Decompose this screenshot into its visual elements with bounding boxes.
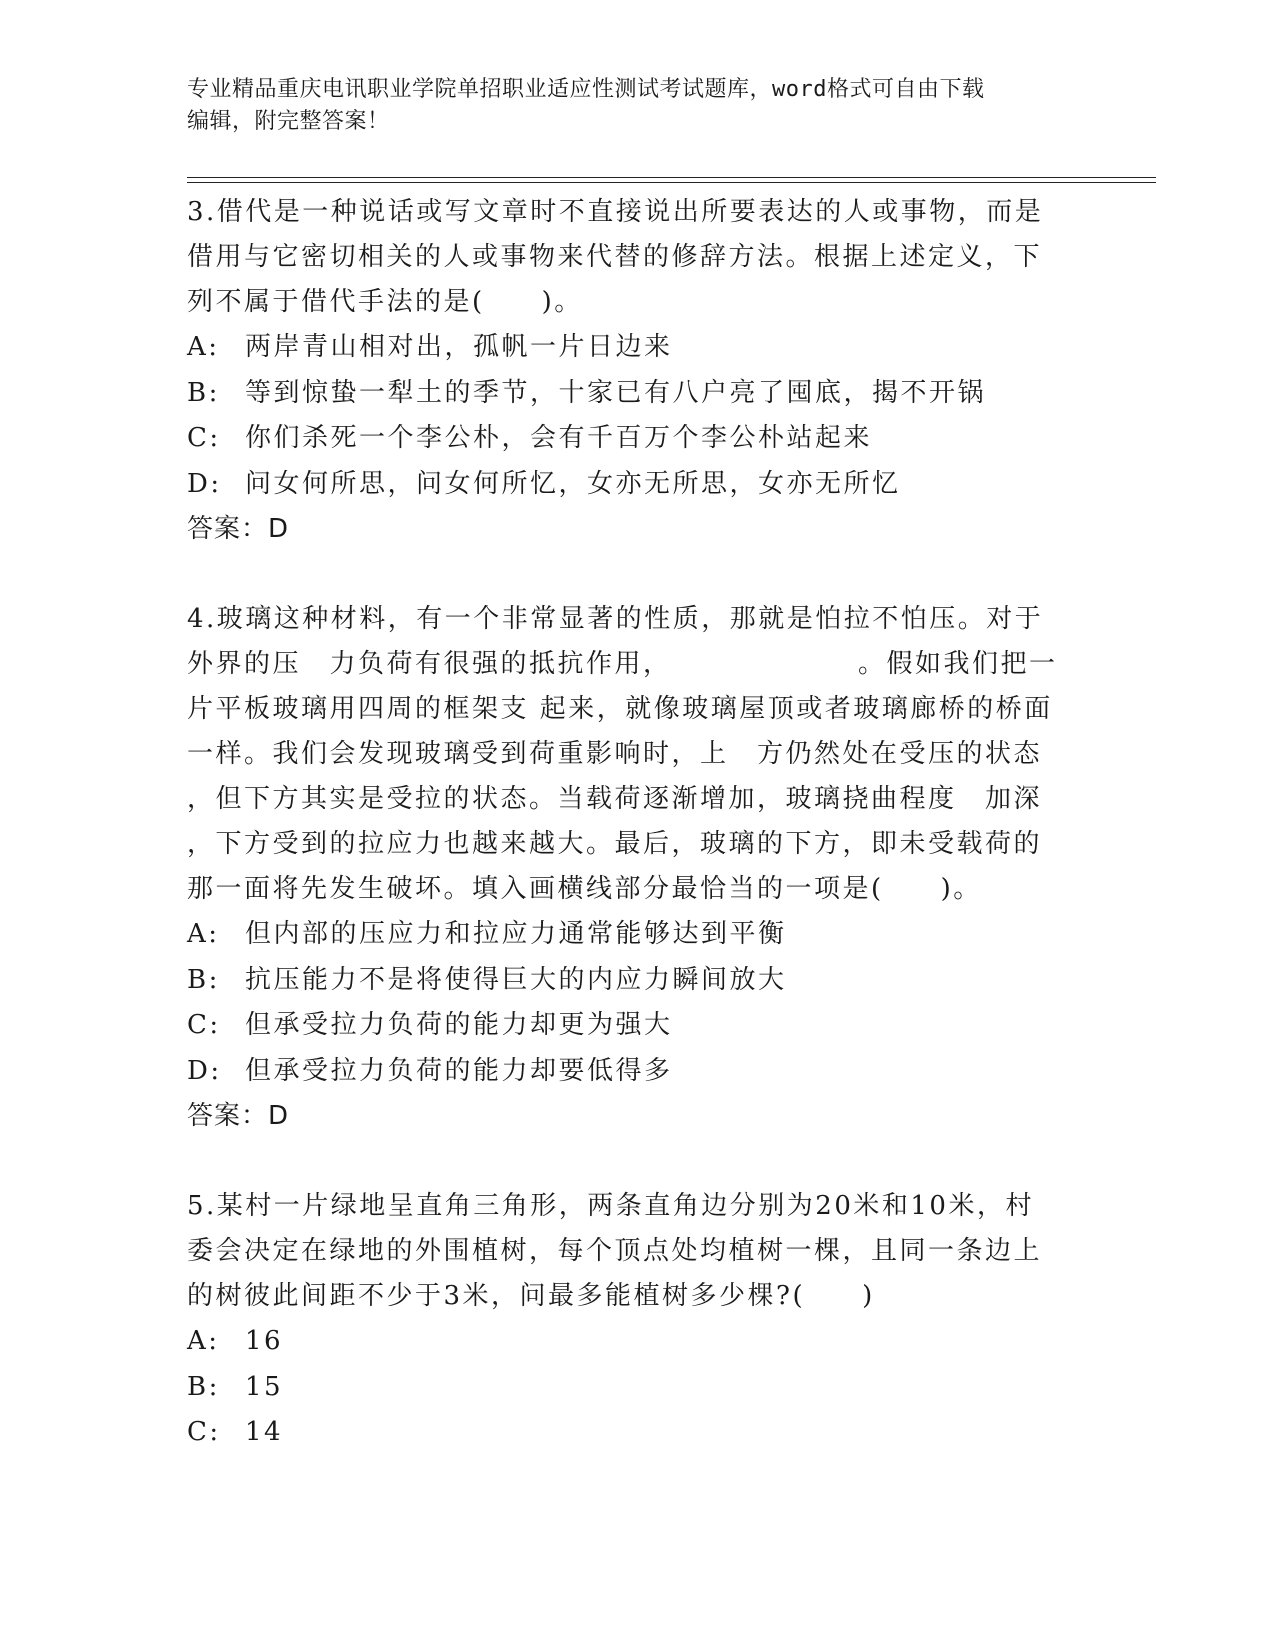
- question-stem: [187, 1184, 1087, 1319]
- option-c: [187, 1003, 1087, 1049]
- option-letter: B:: [187, 377, 220, 408]
- answer-line: 答案：D: [187, 1101, 290, 1131]
- option-d: [187, 1049, 1087, 1095]
- option-letter: D:: [187, 1055, 222, 1086]
- option-b: [187, 1365, 1087, 1411]
- option-letter: C:: [187, 423, 221, 453]
- stem-line: 一样。我们会发现玻璃受到荷重影响时，上 方仍然处在受压的状态: [187, 739, 1043, 769]
- option-text: 15: [245, 1371, 284, 1402]
- option-text: 16: [245, 1326, 284, 1356]
- stem-line: 借用与它密切相关的人或事物来代替的修辞方法。根据上述定义，下: [187, 242, 1043, 272]
- option-text: 但内部的压应力和拉应力通常能够达到平衡: [245, 919, 787, 949]
- stem-line: 4.玻璃这种材料，有一个非常显著的性质，那就是怕拉不怕压。对于: [187, 604, 1044, 634]
- stem-line: 5.某村一片绿地呈直角三角形，两条直角边分别为20米和10米，村: [187, 1191, 1034, 1221]
- option-d: [187, 462, 1087, 508]
- header-line-2: 编辑，附完整答案！: [187, 109, 390, 134]
- option-a: [187, 1319, 1087, 1365]
- stem-line: 列不属于借代手法的是( )。: [187, 287, 583, 317]
- stem-line: 外界的压 力负荷有很强的抵抗作用， 。假如我们把一: [187, 649, 1058, 679]
- question-5: [187, 1184, 1087, 1456]
- option-text: 两岸青山相对出，孤帆一片日边来: [245, 332, 673, 362]
- question-stem: [187, 597, 1087, 912]
- option-c: [187, 416, 1087, 462]
- stem-line: 那一面将先发生破坏。填入画横线部分最恰当的一项是( )。: [187, 874, 982, 904]
- option-a: [187, 325, 1087, 371]
- option-letter: C:: [187, 1010, 221, 1040]
- option-c: [187, 1410, 1087, 1456]
- option-text: 等到惊蛰一犁土的季节，十家已有八户亮了囤底，揭不开锅: [245, 377, 987, 408]
- question-list: [187, 190, 1087, 1456]
- option-letter: A:: [187, 1326, 220, 1356]
- option-b: [187, 958, 1087, 1004]
- option-letter: A:: [187, 919, 220, 949]
- option-text: 14: [245, 1417, 284, 1447]
- option-letter: B:: [187, 964, 220, 995]
- question-spacer: [187, 552, 1087, 597]
- document-header: [187, 74, 1077, 138]
- question-spacer: [187, 1139, 1087, 1184]
- header-line-1: 专业精品重庆电讯职业学院单招职业适应性测试考试题库，word格式可自由下载: [187, 77, 985, 102]
- option-b: [187, 371, 1087, 417]
- option-letter: C:: [187, 1417, 221, 1447]
- question-stem: [187, 190, 1087, 325]
- stem-line: ，但下方其实是受拉的状态。当载荷逐渐增加，玻璃挠曲程度 加深: [187, 784, 1043, 814]
- stem-line: ，下方受到的拉应力也越来越大。最后，玻璃的下方，即未受载荷的: [187, 829, 1043, 859]
- stem-line: 委会决定在绿地的外围植树，每个顶点处均植树一棵，且同一条边上: [187, 1236, 1043, 1266]
- option-text: 但承受拉力负荷的能力却要低得多: [245, 1055, 673, 1086]
- answer-line: 答案：D: [187, 514, 290, 544]
- stem-line: 片平板玻璃用四周的框架支 起来，就像玻璃屋顶或者玻璃廊桥的桥面: [187, 694, 1053, 724]
- header-double-rule: [187, 177, 1156, 183]
- question-3: [187, 190, 1087, 552]
- option-letter: D:: [187, 468, 222, 499]
- option-a: [187, 912, 1087, 958]
- stem-line: 的树彼此间距不少于3米，问最多能植树多少棵?( ): [187, 1281, 875, 1311]
- option-text: 但承受拉力负荷的能力却更为强大: [245, 1010, 673, 1040]
- option-letter: A:: [187, 332, 220, 362]
- stem-line: 3.借代是一种说话或写文章时不直接说出所要表达的人或事物，而是: [187, 197, 1044, 227]
- option-text: 抗压能力不是将使得巨大的内应力瞬间放大: [245, 964, 787, 995]
- question-4: [187, 597, 1087, 1139]
- option-text: 问女何所思，问女何所忆，女亦无所思，女亦无所忆: [245, 468, 901, 499]
- option-text: 你们杀死一个李公朴，会有千百万个李公朴站起来: [245, 423, 873, 453]
- option-letter: B:: [187, 1371, 220, 1402]
